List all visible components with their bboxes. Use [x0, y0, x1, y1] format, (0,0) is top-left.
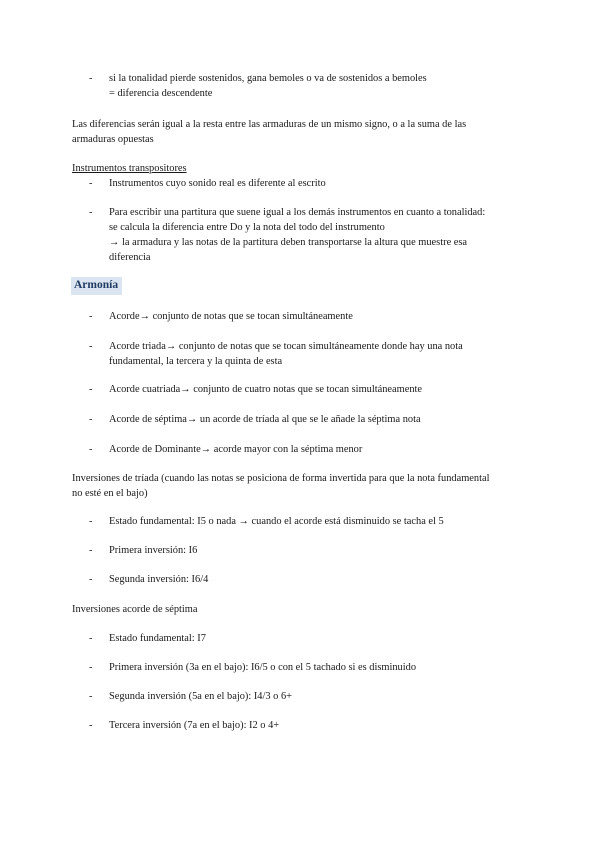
- bullet-dash: -: [89, 384, 93, 395]
- text-line: Acorde triada→ conjunto de notas que se tocan simultáneamente donde hay una nota: [109, 341, 463, 352]
- text-line: armaduras opuestas: [72, 134, 154, 145]
- section-heading-armonia: Armonía: [71, 277, 122, 295]
- text-line: Acorde de Dominante→ acorde mayor con la séptima menor: [109, 444, 363, 455]
- bullet-dash: -: [89, 73, 93, 84]
- inversiones-triada-intro: [72, 471, 532, 501]
- text-line: Primera inversión (3a en el bajo): I6/5 o con el 5 tachado si es disminuido: [109, 662, 417, 673]
- text-line: Estado fundamental: I7: [109, 633, 206, 644]
- text-line: Primera inversión: I6: [109, 545, 198, 556]
- text-line: Segunda inversión: I6/4: [109, 574, 209, 585]
- bullet-dash: -: [89, 207, 93, 218]
- bullet-dash: -: [89, 311, 93, 322]
- text-line: no esté en el bajo): [72, 488, 148, 499]
- text-line: Acorde cuatriada→ conjunto de cuatro notas que se tocan simultáneamente: [109, 384, 423, 395]
- bullet-dash: -: [89, 516, 93, 527]
- bullet-dash: -: [89, 662, 93, 673]
- text-line: Acorde→ conjunto de notas que se tocan simultáneamente: [109, 311, 353, 322]
- bullet-dash: -: [89, 178, 93, 189]
- inversiones-septima-intro: [72, 602, 532, 617]
- text-line: Segunda inversión (5a en el bajo): I4/3 o 6+: [109, 691, 293, 702]
- text-line: → la armadura y las notas de la partitura deben transportarse la altura que muestre esa: [109, 237, 468, 248]
- text-line: diferencia: [109, 252, 151, 263]
- bullet-dash: -: [89, 574, 93, 585]
- section-title-transpositores: Instrumentos transpositores: [72, 163, 187, 174]
- bullet-dash: -: [89, 720, 93, 731]
- bullet-dash: -: [89, 545, 93, 556]
- text-line: Inversiones de tríada (cuando las notas se posiciona de forma invertida para que la nota fundamental: [72, 473, 490, 484]
- text-line: Estado fundamental: I5 o nada → cuando el acorde está disminuido se tacha el 5: [109, 516, 444, 527]
- text-line: fundamental, la tercera y la quinta de esta: [109, 356, 283, 367]
- text-line: si la tonalidad pierde sostenidos, gana bemoles o va de sostenidos a bemoles: [109, 73, 427, 84]
- text-line: = diferencia descendente: [109, 88, 213, 99]
- text-line: Para escribir una partitura que suene igual a los demás instrumentos en cuanto a tonalidad:: [109, 207, 486, 218]
- text-line: se calcula la diferencia entre Do y la nota del todo del instrumento: [109, 222, 385, 233]
- bullet-dash: -: [89, 414, 93, 425]
- text-line: Inversiones acorde de séptima: [72, 604, 198, 615]
- text-line: Acorde de séptima→ un acorde de tríada al que se le añade la séptima nota: [109, 414, 421, 425]
- bullet-dash: -: [89, 341, 93, 352]
- bullet-dash: -: [89, 444, 93, 455]
- text-line: Las diferencias serán igual a la resta entre las armaduras de un mismo signo, o a la suma de las: [72, 119, 467, 130]
- bullet-dash: -: [89, 633, 93, 644]
- text-line: Instrumentos cuyo sonido real es diferente al escrito: [109, 178, 326, 189]
- text-line: Tercera inversión (7a en el bajo): I2 o 4+: [109, 720, 280, 731]
- diferencias-paragraph: [72, 117, 532, 147]
- bullet-dash: -: [89, 691, 93, 702]
